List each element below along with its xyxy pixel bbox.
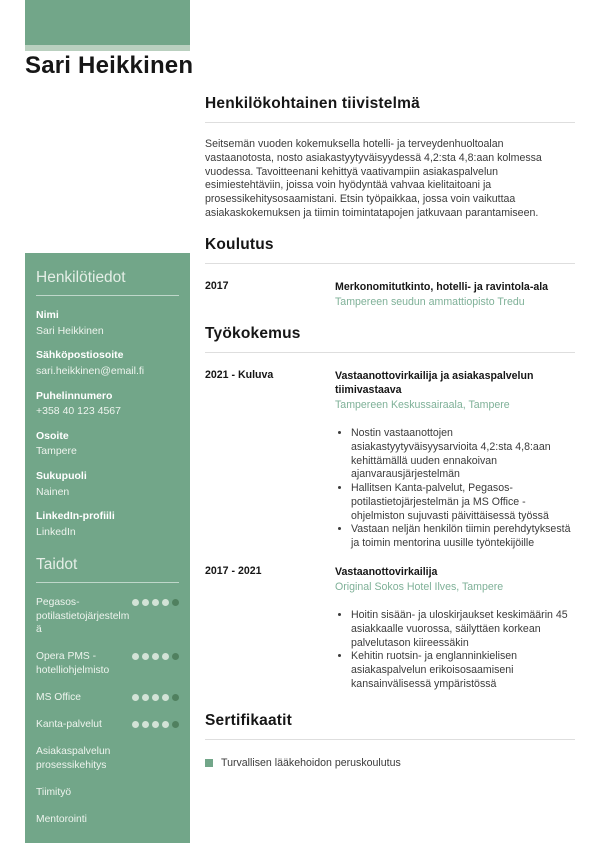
skill-rating-dots [132,721,179,728]
section-certificates [205,712,575,769]
experience-period: 2017 - 2021 [205,564,262,577]
skill-rating-dots [132,694,179,701]
personal-field-name [36,309,179,338]
sidebar-section-title-skills: Taidot [36,556,179,583]
skill-rating-dot [162,599,169,606]
education-entry [205,280,575,310]
certificate-label: Turvallisen lääkehoidon peruskoulutus [221,756,401,769]
experience-section-title: Työkokemus [205,325,575,353]
skill-item [36,745,179,773]
field-value: Nainen [36,485,70,498]
header-accent-strip [25,45,190,51]
skill-item [36,650,179,678]
skill-rating-dot [132,721,139,728]
skill-label: Kanta-palvelut [36,719,102,731]
skill-label: Mentorointi [36,813,87,825]
sidebar [25,253,190,843]
skill-rating-dot [142,694,149,701]
skill-rating-dot [152,653,159,660]
experience-period: 2021 - Kuluva [205,368,274,381]
field-label: Puhelinnumero [36,389,113,402]
skill-label: Asiakaspalvelun prosessikehitys [36,745,111,771]
skill-rating-dot [152,721,159,728]
achievement-item: • Hoitin sisään- ja uloskirjaukset keskimäärin 45 asiakkaalle vuorossa, säilyttäen korkean palvelutason kiireessäkin [351,609,575,650]
degree-title: Merkonomitutkinto, hotelli- ja ravintola-ala [335,280,549,293]
achievement-item: • Kehitin ruotsin- ja englanninkielisen asiakaspalvelun erikoisosaamiseni kansainvälisessä ympäristössä [351,650,575,691]
section-summary [205,95,575,221]
skill-rating-dot [142,653,149,660]
skill-rating-dot [162,721,169,728]
skill-item [36,691,179,705]
skill-item [36,813,179,827]
skill-label: MS Office [36,692,82,704]
skill-rating-dot [172,653,179,660]
experience-entry-body [335,565,575,692]
skill-item [36,596,179,638]
achievement-item: • Nostin vastaanottojen asiakastyytyväisyysarvioita 4,2:sta 4,8:aan kehittämällä uuden ennakoivan ajanvarausjärjestelmän [351,427,575,482]
job-title: Vastaanottovirkailija [335,565,438,578]
skill-rating-dots [132,599,179,606]
skill-label: Pegasos-potilastietojärjestelmä [36,596,130,636]
phone-value: +358 40 123 4567 [36,405,121,418]
candidate-name: Sari Heikkinen [25,52,194,79]
achievement-item: • Vastaan neljän henkilön tiimin perehdytyksestä ja toimin mentorina uusille työntekijöille [351,523,575,551]
skill-rating-dot [132,653,139,660]
skill-rating-dot [132,599,139,606]
certificate-item [205,757,575,769]
achievement-list [335,609,575,692]
employer-name: Tampereen Keskussairaala, Tampere [335,399,510,412]
skill-item [36,786,179,800]
section-education [205,236,575,310]
personal-field-address [36,430,179,459]
certificate-bullet-icon [205,759,213,767]
section-experience [205,325,575,692]
field-label: Nimi [36,309,59,321]
skill-rating-dot [142,721,149,728]
job-title: Vastaanottovirkailija ja asiakaspalvelun tiimivastaava [335,369,534,396]
field-label: Sukupuoli [36,470,87,483]
field-label: Sähköpostiosoite [36,349,124,362]
skill-label: Opera PMS - hotelliohjelmisto [36,651,110,677]
school-name: Tampereen seudun ammattiopisto Tredu [335,295,525,308]
skill-rating-dot [172,721,179,728]
main-column [205,95,575,784]
skill-rating-dot [132,694,139,701]
linkedin-link[interactable]: LinkedIn [36,526,76,539]
summary-section-title: Henkilökohtainen tiivistelmä [205,95,575,123]
personal-field-gender [36,470,179,499]
skill-item [36,718,179,732]
skill-rating-dot [152,599,159,606]
skill-rating-dot [162,653,169,660]
skill-rating-dot [162,694,169,701]
skill-rating-dot [172,599,179,606]
personal-field-email [36,349,179,378]
field-label: LinkedIn-profiili [36,510,115,523]
employer-name: Original Sokos Hotel Ilves, Tampere [335,581,504,594]
experience-entry [205,369,575,551]
field-value: Tampere [36,445,77,458]
education-section-title: Koulutus [205,236,575,264]
education-period: 2017 [205,279,229,292]
achievement-list [335,427,575,551]
personal-field-linkedin [36,510,179,539]
summary-text: Seitsemän vuoden kokemuksella hotelli- ja terveydenhuoltoalan vastaanotosta, nosto asiakastyytyväisyydessä 4,2:sta 4,8:aan kolmessa vuodessa. Tavoitteenani kehittyä vaativampiin asiakaspalvelun esimiestehtäviin, joissa voin hyödyntää vahvaa kielitaitoani ja prosessikehitysosaamistani. Etsin työpaikkaa, jossa voin vaikuttaa asiakaskokemuksen ja tiimin toimintatapojen jatkuvaan parantamiseen. [205,138,542,219]
education-entry-body [335,280,575,310]
skill-label: Tiimityö [36,786,72,798]
personal-field-phone [36,390,179,419]
email-value: sari.heikkinen@email.fi [36,364,145,377]
field-value: Sari Heikkinen [36,324,104,337]
experience-entry-body [335,369,575,551]
skill-rating-dot [152,694,159,701]
experience-entry [205,565,575,692]
skill-rating-dot [142,599,149,606]
certificates-section-title: Sertifikaatit [205,712,575,740]
sidebar-section-title-personal: Henkilötiedot [36,269,179,296]
skill-rating-dots [132,653,179,660]
header-accent-block [25,0,190,45]
achievement-item: • Hallitsen Kanta-palvelut, Pegasos-potilastietojärjestelmän ja MS Office -ohjelmiston sujuvasti päivittäisessä työssä [351,482,575,523]
skill-rating-dot [172,694,179,701]
field-label: Osoite [36,429,69,442]
